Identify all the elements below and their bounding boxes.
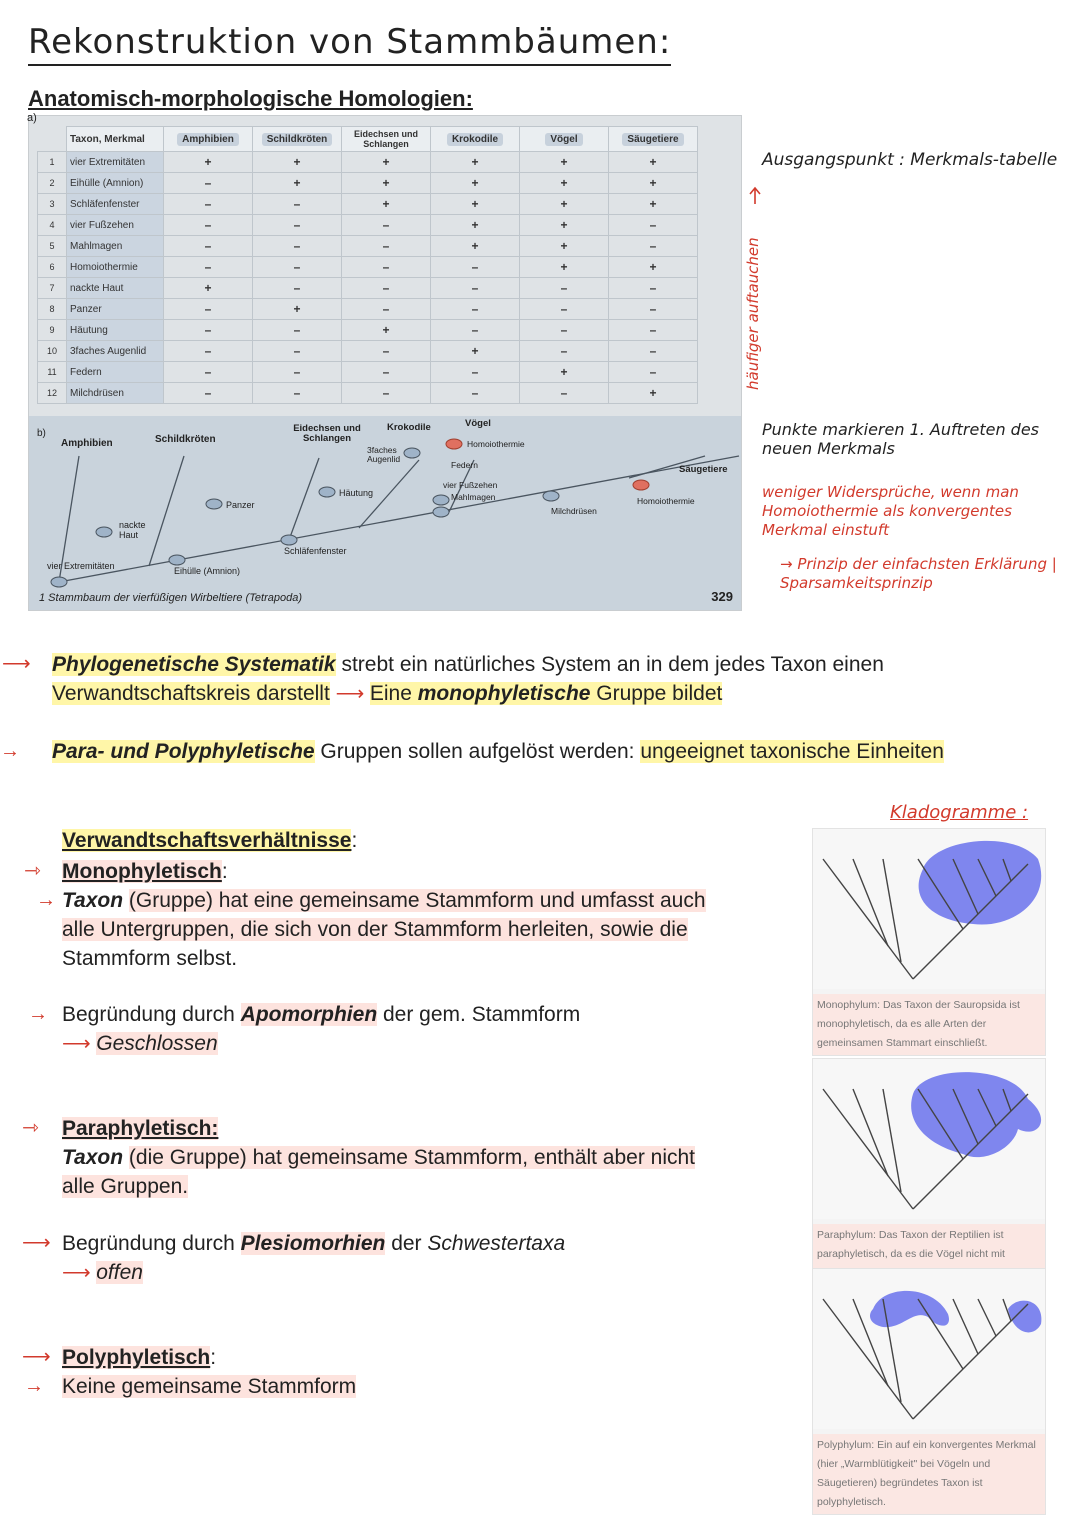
value-cell: – (164, 194, 253, 215)
value-cell: – (431, 362, 520, 383)
value-cell: + (609, 173, 698, 194)
cladogram-diagram (813, 1269, 1045, 1429)
tree-panel (29, 416, 741, 610)
value-cell: – (520, 341, 609, 362)
vertical-note: häufiger auftauchen (744, 237, 762, 390)
value-cell: – (342, 383, 431, 404)
value-cell: + (431, 152, 520, 173)
section-mono: ⇾ Monophyletisch: → Taxon (Gruppe) hat eine gemeinsame Stammform und umfasst auch alle Untergruppen, die sich von der Stammform herleiten, sowie die Stammform selbst. (24, 857, 804, 973)
value-cell: – (520, 320, 609, 341)
arrow-icon: ⇾ (22, 1117, 39, 1139)
value-cell: + (431, 341, 520, 362)
value-cell: + (520, 194, 609, 215)
cladogram-diagram (813, 1059, 1045, 1219)
value-cell: + (609, 152, 698, 173)
feature-cell: Homoiothermie (67, 257, 164, 278)
value-cell: – (431, 278, 520, 299)
note-kladogramme: Kladogramme : (890, 802, 1029, 823)
value-cell: – (342, 341, 431, 362)
row-number: 5 (38, 236, 67, 257)
figure-caption: 1 Stammbaum der vierfüßigen Wirbeltiere (Tetrapoda) (39, 592, 302, 604)
value-cell: – (431, 257, 520, 278)
note-prinzip: → Prinzip der einfachsten Erklärung | Sparsamkeitsprinzip (780, 555, 1057, 592)
tree-node-label: Häutung (339, 488, 374, 498)
row-number: 9 (38, 320, 67, 341)
value-cell: – (164, 236, 253, 257)
feature-cell: Panzer (67, 299, 164, 320)
value-cell: – (609, 215, 698, 236)
value-cell: – (609, 278, 698, 299)
value-cell: – (342, 299, 431, 320)
value-cell: – (609, 299, 698, 320)
value-cell: – (253, 278, 342, 299)
value-cell: + (342, 152, 431, 173)
table-row (38, 236, 698, 257)
row-number: 8 (38, 299, 67, 320)
tree-taxon: Eidechsen und Schlangen (293, 423, 361, 444)
tree-node-label: Milchdrüsen (551, 506, 597, 516)
col-header: Schildkröten (253, 127, 342, 152)
tree-label: b) (37, 428, 46, 439)
value-cell: + (342, 194, 431, 215)
arrow-icon: ⟶ (22, 1232, 51, 1254)
feature-cell: Milchdrüsen (67, 383, 164, 404)
value-cell: – (164, 215, 253, 236)
row-number: 2 (38, 173, 67, 194)
feature-cell: nackte Haut (67, 278, 164, 299)
table-row (38, 173, 698, 194)
note-punkte: Punkte markieren 1. Auftreten des neuen Merkmals (762, 420, 1040, 458)
value-cell: – (431, 320, 520, 341)
table-label: a) (27, 112, 37, 124)
value-cell: – (342, 278, 431, 299)
tree-node-label: Homoiothermie (637, 496, 695, 506)
tree-node-label: Schläfenfenster (284, 546, 347, 556)
row-number: 12 (38, 383, 67, 404)
cladogram-card-para (812, 1058, 1046, 1286)
card-caption: Monophylum: Das Taxon der Sauropsida ist monophyletisch, da es alle Arten der gemeinsamen Stammart einschließt. (813, 994, 1045, 1055)
value-cell: – (164, 341, 253, 362)
table-body (38, 152, 698, 404)
table-row (38, 299, 698, 320)
value-cell: + (431, 236, 520, 257)
note-start: Ausgangspunkt : Merkmals-tabelle (762, 150, 1058, 170)
col-header: Amphibien (164, 127, 253, 152)
feature-cell: Mahlmagen (67, 236, 164, 257)
value-cell: – (164, 257, 253, 278)
value-cell: – (342, 257, 431, 278)
cladogram-card-poly (812, 1268, 1046, 1515)
value-cell: – (609, 320, 698, 341)
tree-node-label: Eihülle (Amnion) (174, 566, 241, 576)
value-cell: + (520, 236, 609, 257)
tree-taxon: Vögel (465, 418, 491, 429)
tree-node-label: vier Fußzehen (443, 480, 498, 490)
arrow-icon: → (24, 1375, 44, 1397)
value-cell: – (520, 299, 609, 320)
value-cell: – (253, 215, 342, 236)
section-mono-reason: → Begründung durch Apomorphien der gem. Stammform ⟶ Geschlossen (28, 1000, 808, 1059)
value-cell: – (253, 362, 342, 383)
note-weniger: weniger Widersprüche, wenn man Homoiothermie als konvergentes Merkmal einstuft (762, 483, 1019, 539)
arrow-icon: ⟶ (335, 683, 370, 705)
paragraph-phylogenetic: ⟶ Phylogenetische Systematik strebt ein natürliches System an in dem jedes Taxon einen Verwandtschaftskreis darstellt ⟶ Eine monophyletische Gruppe bildet (0, 650, 1080, 709)
arrow-icon: ⇾ (24, 860, 41, 882)
feature-cell: Federn (67, 362, 164, 383)
arrow-icon: → (0, 740, 20, 762)
value-cell: – (253, 320, 342, 341)
value-cell: + (342, 173, 431, 194)
section-para: ⇾ Paraphyletisch: Taxon (die Gruppe) hat gemeinsame Stammform, enthält aber nicht alle Gruppen. (22, 1114, 802, 1201)
value-cell: + (520, 257, 609, 278)
cladogram-diagram (813, 829, 1045, 989)
value-cell: – (609, 236, 698, 257)
feature-cell: Schläfenfenster (67, 194, 164, 215)
value-cell: + (520, 173, 609, 194)
card-caption: Polyphylum: Ein auf ein konvergentes Merkmal (hier „Warmblütigkeit" bei Vögeln und Säugetieren) begründetes Taxon ist polyphyletisch. (813, 1434, 1045, 1514)
value-cell: + (520, 215, 609, 236)
cladogram-card-mono (812, 828, 1046, 1056)
value-cell: – (164, 362, 253, 383)
value-cell: – (164, 383, 253, 404)
table-row (38, 341, 698, 362)
value-cell: + (431, 173, 520, 194)
value-cell: + (342, 320, 431, 341)
paragraph-para-poly: → Para- und Polyphyletische Gruppen sollen aufgelöst werden: ungeeignet taxonische Einheiten (0, 737, 1080, 766)
value-cell: – (431, 299, 520, 320)
value-cell: – (520, 278, 609, 299)
arrow-icon: ⟶ (2, 653, 31, 675)
value-cell: – (431, 383, 520, 404)
value-cell: + (520, 152, 609, 173)
tree-node-label: nackte Haut (119, 520, 146, 540)
value-cell: – (253, 383, 342, 404)
row-number: 6 (38, 257, 67, 278)
table-row (38, 278, 698, 299)
tree-node-label: Federn (451, 460, 478, 470)
value-cell: + (609, 383, 698, 404)
value-cell: – (609, 362, 698, 383)
col-header: Krokodile (431, 127, 520, 152)
arrow-icon: → (28, 1003, 48, 1025)
section-subtitle: Anatomisch-morphologische Homologien: (28, 86, 473, 111)
page-title: Rekonstruktion von Stammbäumen: (28, 22, 671, 66)
card-caption: Paraphylum: Das Taxon der Reptilien ist paraphyletisch, da es die Vögel nicht mit (813, 1224, 1045, 1285)
value-cell: + (164, 152, 253, 173)
tree-node-label: vier Extremitäten (47, 561, 115, 571)
value-cell: – (342, 236, 431, 257)
table-row (38, 194, 698, 215)
value-cell: + (609, 257, 698, 278)
tree-taxon: Säugetiere (679, 464, 728, 475)
row-number: 3 (38, 194, 67, 215)
tree-taxon: Amphibien (61, 438, 113, 449)
row-number: 10 (38, 341, 67, 362)
feature-cell: Eihülle (Amnion) (67, 173, 164, 194)
heading-verwandtschaft: Verwandtschaftsverhältnisse: (62, 829, 358, 852)
value-cell: + (609, 194, 698, 215)
table-row (38, 152, 698, 173)
table-row (38, 383, 698, 404)
col-header: Eidechsen und Schlangen (342, 127, 431, 152)
tree-node-label: 3faches Augenlid (367, 445, 401, 464)
arrow-icon: → (36, 889, 56, 911)
tree-taxon: Krokodile (387, 422, 431, 433)
table-row (38, 215, 698, 236)
arrow-icon: → (780, 555, 798, 573)
arrow-icon: ⟶ (62, 1262, 97, 1284)
value-cell: – (253, 236, 342, 257)
arrow-icon: ⟶ (62, 1033, 97, 1055)
feature-cell: vier Extremitäten (67, 152, 164, 173)
value-cell: + (253, 299, 342, 320)
section-para-reason: ⟶ Begründung durch Plesiomorhien der Schwestertaxa ⟶ offen (22, 1229, 802, 1288)
section-poly: ⟶ Polyphyletisch: → Keine gemeinsame Stammform (22, 1343, 802, 1401)
row-number: 11 (38, 362, 67, 383)
value-cell: – (342, 215, 431, 236)
value-cell: + (520, 362, 609, 383)
row-number: 4 (38, 215, 67, 236)
feature-table (37, 126, 698, 404)
tree-node-label: Homoiothermie (467, 439, 525, 449)
value-cell: – (253, 341, 342, 362)
feature-cell: 3faches Augenlid (67, 341, 164, 362)
table-row (38, 320, 698, 341)
row-number: 1 (38, 152, 67, 173)
table-row (38, 257, 698, 278)
value-cell: + (431, 194, 520, 215)
row-number: 7 (38, 278, 67, 299)
tree-node-label: Mahlmagen (451, 492, 496, 502)
col-header: Taxon, Merkmal (67, 127, 164, 152)
feature-cell: Häutung (67, 320, 164, 341)
value-cell: – (609, 341, 698, 362)
tree-taxon: Schildkröten (155, 434, 216, 445)
arrow-icon: ⟶ (22, 1346, 51, 1368)
value-cell: – (342, 362, 431, 383)
value-cell: – (520, 383, 609, 404)
value-cell: + (253, 152, 342, 173)
col-header: Vögel (520, 127, 609, 152)
value-cell: – (164, 173, 253, 194)
value-cell: – (164, 320, 253, 341)
table-row (38, 362, 698, 383)
page-number: 329 (711, 589, 733, 604)
textbook-photo (27, 112, 742, 611)
value-cell: + (253, 173, 342, 194)
value-cell: + (164, 278, 253, 299)
value-cell: – (253, 194, 342, 215)
tree-node-label: Panzer (226, 500, 255, 510)
value-cell: – (164, 299, 253, 320)
value-cell: – (253, 257, 342, 278)
feature-cell: vier Fußzehen (67, 215, 164, 236)
value-cell: + (431, 215, 520, 236)
up-arrow-icon (746, 186, 764, 206)
col-header: Säugetiere (609, 127, 698, 152)
